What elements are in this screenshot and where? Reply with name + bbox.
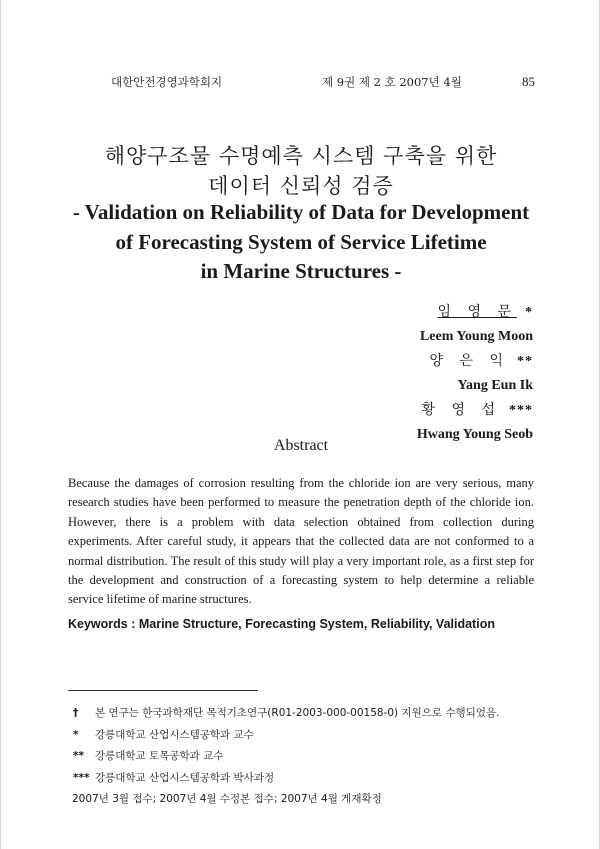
footnote-text: 본 연구는 한국과학재단 목적기초연구(R01-2003-000-00158-0) 지원으로 수행되었음. <box>95 707 500 719</box>
footnote <box>73 768 543 790</box>
footnote <box>73 725 543 747</box>
footnote-dates <box>72 789 543 811</box>
author-affiliation-mark: * <box>525 305 533 320</box>
author-korean-name <box>417 349 533 374</box>
english-title-line-2: of Forecasting System of Service Lifetime <box>115 230 487 254</box>
footnote <box>73 703 543 725</box>
footnote-text: 2007년 3월 접수; 2007년 4월 수정본 접수; 2007년 4월 게재확정 <box>72 793 382 805</box>
english-title-line-1: - Validation on Reliability of Data for Development <box>72 200 530 224</box>
author-name-ko: 양 은 익 <box>429 353 509 369</box>
footnote-mark: *** <box>73 771 90 784</box>
footnote-text: 강릉대학교 토목공학과 교수 <box>95 750 224 762</box>
korean-title-line-2: 데이터 신뢰성 검증 <box>208 174 394 198</box>
author-name-ko: 임 영 문 <box>437 304 517 320</box>
author-english-name: Leem Young Moon <box>419 329 533 344</box>
author-affiliation-mark: *** <box>509 403 533 418</box>
footnotes <box>73 703 543 811</box>
footnote-divider <box>68 690 258 691</box>
footnote-mark: * <box>73 728 79 741</box>
author-name-ko: 황 영 섭 <box>421 402 501 418</box>
english-title-line-3: in Marine Structures - <box>200 259 402 283</box>
running-header <box>111 74 535 90</box>
korean-title-line-1: 해양구조물 수명예측 시스템 구축을 위한 <box>104 144 498 168</box>
author-english-name: Yang Eun Ik <box>457 378 533 393</box>
issue-info: 제 9권 제 2 호 2007년 4월 <box>322 75 462 89</box>
footnote-mark: † <box>73 707 79 719</box>
abstract-heading: Abstract <box>273 437 329 454</box>
author-block <box>417 300 533 447</box>
keywords: Keywords : Marine Structure, Forecasting System, Reliability, Validation <box>68 617 495 631</box>
abstract-body: Because the damages of corrosion resulting from the chloride ion are very serious, many research studies have been performed to measure the penetration depth of the chloride ion. However, there is a problem with data selection obtained from collection during experiments. After careful study, it appears that the collected data are not conformed to a normal distribution. The result of this study will play a very important role, as a first step for the development and construction of a forecasting system to help determine a reliable service lifetime of marine structures. <box>68 476 534 607</box>
footnote-text: 강릉대학교 산업시스템공학과 교수 <box>95 728 254 741</box>
journal-name: 대한안전경영과학회지 <box>111 75 223 89</box>
author-english-name: Hwang Young Seob <box>416 427 533 442</box>
footnote <box>73 746 543 768</box>
footnote-text: 강릉대학교 산업시스템공학과 박사과정 <box>95 771 275 784</box>
author-korean-name <box>417 300 533 325</box>
page-number: 85 <box>522 74 535 89</box>
author-korean-name <box>417 398 533 423</box>
author-affiliation-mark: ** <box>517 354 533 369</box>
footnote-mark: ** <box>73 750 84 762</box>
